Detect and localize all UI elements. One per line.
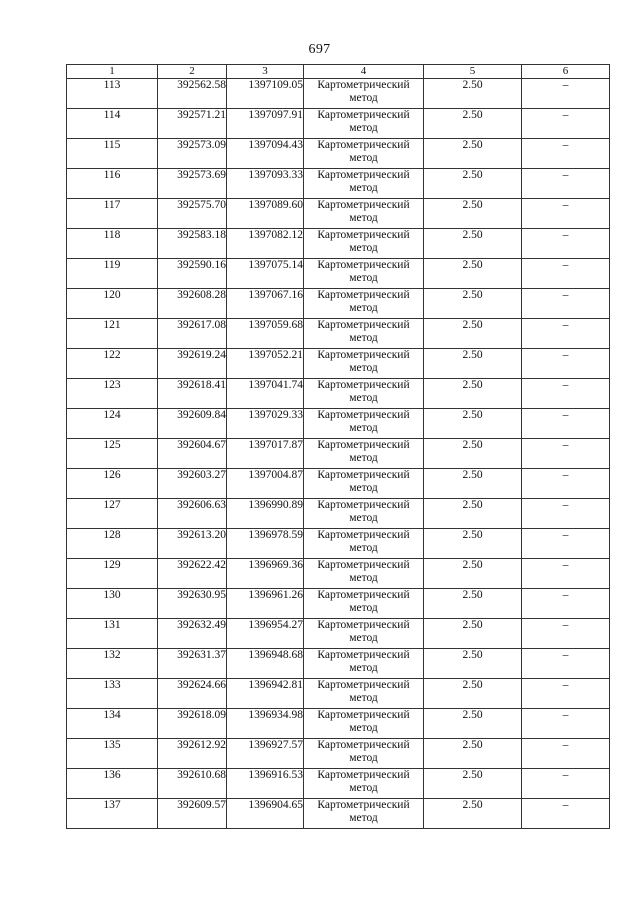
method-line-1: Картометрический <box>317 619 410 631</box>
method-line-2: метод <box>349 242 378 254</box>
coord-x: 392612.92 <box>158 739 227 769</box>
coord-x: 392604.67 <box>158 439 227 469</box>
point-number: 118 <box>67 229 158 259</box>
method-line-1: Картометрический <box>317 289 410 301</box>
method-cell <box>304 409 424 439</box>
point-number: 131 <box>67 619 158 649</box>
note: – <box>522 619 610 649</box>
coord-y: 1397029.33 <box>227 409 304 439</box>
note: – <box>522 799 610 829</box>
method-line-1: Картометрический <box>317 349 410 361</box>
coord-y: 1397093.33 <box>227 169 304 199</box>
method-cell <box>304 589 424 619</box>
method-cell <box>304 709 424 739</box>
method-line-1: Картометрический <box>317 589 410 601</box>
method-cell <box>304 799 424 829</box>
accuracy: 2.50 <box>424 649 522 679</box>
method-cell <box>304 169 424 199</box>
coord-y: 1396916.53 <box>227 769 304 799</box>
table-row <box>67 289 610 319</box>
point-number: 134 <box>67 709 158 739</box>
method-line-1: Картометрический <box>317 439 410 451</box>
method-line-1: Картометрический <box>317 799 410 811</box>
table-row <box>67 649 610 679</box>
method-line-1: Картометрический <box>317 499 410 511</box>
coord-y: 1397004.87 <box>227 469 304 499</box>
table-row <box>67 379 610 409</box>
header-col-1: 1 <box>67 65 158 79</box>
point-number: 129 <box>67 559 158 589</box>
table-row <box>67 589 610 619</box>
accuracy: 2.50 <box>424 79 522 109</box>
note: – <box>522 769 610 799</box>
table-row <box>67 469 610 499</box>
coord-x: 392606.63 <box>158 499 227 529</box>
method-cell <box>304 679 424 709</box>
method-line-2: метод <box>349 452 378 464</box>
coord-x: 392630.95 <box>158 589 227 619</box>
method-cell <box>304 79 424 109</box>
table-row <box>67 529 610 559</box>
method-cell <box>304 529 424 559</box>
method-line-1: Картометрический <box>317 529 410 541</box>
point-number: 135 <box>67 739 158 769</box>
method-line-2: метод <box>349 212 378 224</box>
method-line-2: метод <box>349 542 378 554</box>
coord-x: 392613.20 <box>158 529 227 559</box>
header-row <box>67 65 610 79</box>
method-line-1: Картометрический <box>317 559 410 571</box>
method-line-1: Картометрический <box>317 739 410 751</box>
coord-y: 1396990.89 <box>227 499 304 529</box>
accuracy: 2.50 <box>424 229 522 259</box>
method-line-1: Картометрический <box>317 319 410 331</box>
method-line-1: Картометрический <box>317 229 410 241</box>
coord-x: 392617.08 <box>158 319 227 349</box>
coord-y: 1397075.14 <box>227 259 304 289</box>
coord-y: 1396954.27 <box>227 619 304 649</box>
accuracy: 2.50 <box>424 439 522 469</box>
method-cell <box>304 619 424 649</box>
accuracy: 2.50 <box>424 409 522 439</box>
note: – <box>522 499 610 529</box>
point-number: 123 <box>67 379 158 409</box>
header-col-4: 4 <box>304 65 424 79</box>
table-row <box>67 559 610 589</box>
accuracy: 2.50 <box>424 319 522 349</box>
method-line-2: метод <box>349 392 378 404</box>
coord-x: 392610.68 <box>158 769 227 799</box>
method-cell <box>304 739 424 769</box>
coord-y: 1397041.74 <box>227 379 304 409</box>
table-row <box>67 169 610 199</box>
method-line-2: метод <box>349 782 378 794</box>
coord-x: 392603.27 <box>158 469 227 499</box>
method-cell <box>304 199 424 229</box>
coord-x: 392632.49 <box>158 619 227 649</box>
note: – <box>522 679 610 709</box>
method-line-1: Картометрический <box>317 139 410 151</box>
method-line-2: метод <box>349 812 378 824</box>
point-number: 117 <box>67 199 158 229</box>
accuracy: 2.50 <box>424 109 522 139</box>
method-cell <box>304 109 424 139</box>
point-number: 114 <box>67 109 158 139</box>
accuracy: 2.50 <box>424 589 522 619</box>
accuracy: 2.50 <box>424 169 522 199</box>
method-line-2: метод <box>349 302 378 314</box>
method-cell <box>304 139 424 169</box>
method-line-1: Картометрический <box>317 679 410 691</box>
method-line-2: метод <box>349 482 378 494</box>
header-col-2: 2 <box>158 65 227 79</box>
accuracy: 2.50 <box>424 469 522 499</box>
note: – <box>522 709 610 739</box>
table-row <box>67 349 610 379</box>
coord-y: 1396978.59 <box>227 529 304 559</box>
coord-x: 392618.41 <box>158 379 227 409</box>
table-body <box>67 79 610 829</box>
point-number: 115 <box>67 139 158 169</box>
accuracy: 2.50 <box>424 289 522 319</box>
coord-x: 392622.42 <box>158 559 227 589</box>
accuracy: 2.50 <box>424 769 522 799</box>
accuracy: 2.50 <box>424 379 522 409</box>
coord-y: 1396948.68 <box>227 649 304 679</box>
point-number: 137 <box>67 799 158 829</box>
method-line-2: метод <box>349 512 378 524</box>
note: – <box>522 199 610 229</box>
note: – <box>522 739 610 769</box>
method-line-2: метод <box>349 362 378 374</box>
method-cell <box>304 499 424 529</box>
accuracy: 2.50 <box>424 259 522 289</box>
table-row <box>67 679 610 709</box>
method-cell <box>304 439 424 469</box>
point-number: 132 <box>67 649 158 679</box>
method-cell <box>304 559 424 589</box>
method-line-2: метод <box>349 722 378 734</box>
method-cell <box>304 229 424 259</box>
method-line-1: Картометрический <box>317 259 410 271</box>
method-line-2: метод <box>349 122 378 134</box>
note: – <box>522 589 610 619</box>
accuracy: 2.50 <box>424 529 522 559</box>
note: – <box>522 259 610 289</box>
method-line-1: Картометрический <box>317 169 410 181</box>
method-line-2: метод <box>349 332 378 344</box>
accuracy: 2.50 <box>424 139 522 169</box>
table-row <box>67 769 610 799</box>
method-line-2: метод <box>349 632 378 644</box>
coord-x: 392618.09 <box>158 709 227 739</box>
method-cell <box>304 469 424 499</box>
note: – <box>522 139 610 169</box>
note: – <box>522 289 610 319</box>
accuracy: 2.50 <box>424 349 522 379</box>
method-line-1: Картометрический <box>317 199 410 211</box>
accuracy: 2.50 <box>424 709 522 739</box>
point-number: 126 <box>67 469 158 499</box>
note: – <box>522 379 610 409</box>
method-line-1: Картометрический <box>317 409 410 421</box>
coord-y: 1396942.81 <box>227 679 304 709</box>
method-cell <box>304 289 424 319</box>
table-row <box>67 139 610 169</box>
coord-y: 1396927.57 <box>227 739 304 769</box>
method-cell <box>304 259 424 289</box>
table-row <box>67 319 610 349</box>
coord-x: 392573.69 <box>158 169 227 199</box>
coord-y: 1397017.87 <box>227 439 304 469</box>
note: – <box>522 229 610 259</box>
method-line-1: Картометрический <box>317 469 410 481</box>
note: – <box>522 409 610 439</box>
accuracy: 2.50 <box>424 739 522 769</box>
point-number: 119 <box>67 259 158 289</box>
coord-x: 392562.58 <box>158 79 227 109</box>
header-col-5: 5 <box>424 65 522 79</box>
method-line-1: Картометрический <box>317 649 410 661</box>
method-cell <box>304 649 424 679</box>
point-number: 124 <box>67 409 158 439</box>
method-line-2: метод <box>349 272 378 284</box>
coord-y: 1397067.16 <box>227 289 304 319</box>
table-row <box>67 499 610 529</box>
point-number: 113 <box>67 79 158 109</box>
method-line-2: метод <box>349 692 378 704</box>
method-line-2: метод <box>349 602 378 614</box>
method-line-2: метод <box>349 422 378 434</box>
table-row <box>67 79 610 109</box>
method-line-1: Картометрический <box>317 769 410 781</box>
point-number: 128 <box>67 529 158 559</box>
note: – <box>522 109 610 139</box>
coord-x: 392631.37 <box>158 649 227 679</box>
point-number: 122 <box>67 349 158 379</box>
accuracy: 2.50 <box>424 199 522 229</box>
coord-x: 392575.70 <box>158 199 227 229</box>
note: – <box>522 319 610 349</box>
table-row <box>67 709 610 739</box>
coord-x: 392619.24 <box>158 349 227 379</box>
coord-x: 392583.18 <box>158 229 227 259</box>
method-line-2: метод <box>349 662 378 674</box>
coord-y: 1396969.36 <box>227 559 304 589</box>
coord-y: 1397059.68 <box>227 319 304 349</box>
coordinates-table <box>66 64 610 829</box>
coord-x: 392608.28 <box>158 289 227 319</box>
page-number: 697 <box>308 42 331 57</box>
coord-x: 392609.84 <box>158 409 227 439</box>
method-cell <box>304 379 424 409</box>
accuracy: 2.50 <box>424 679 522 709</box>
accuracy: 2.50 <box>424 619 522 649</box>
point-number: 133 <box>67 679 158 709</box>
method-line-1: Картометрический <box>317 379 410 391</box>
method-line-1: Картометрический <box>317 79 410 91</box>
point-number: 120 <box>67 289 158 319</box>
table-row <box>67 799 610 829</box>
method-line-2: метод <box>349 182 378 194</box>
point-number: 125 <box>67 439 158 469</box>
table-row <box>67 259 610 289</box>
point-number: 116 <box>67 169 158 199</box>
note: – <box>522 529 610 559</box>
note: – <box>522 349 610 379</box>
table-row <box>67 199 610 229</box>
coord-y: 1396904.65 <box>227 799 304 829</box>
method-cell <box>304 319 424 349</box>
coord-y: 1397089.60 <box>227 199 304 229</box>
coord-x: 392590.16 <box>158 259 227 289</box>
table-row <box>67 739 610 769</box>
coord-y: 1396934.98 <box>227 709 304 739</box>
point-number: 130 <box>67 589 158 619</box>
header-col-3: 3 <box>227 65 304 79</box>
table-row <box>67 109 610 139</box>
accuracy: 2.50 <box>424 799 522 829</box>
table-row <box>67 619 610 649</box>
point-number: 136 <box>67 769 158 799</box>
method-line-2: метод <box>349 92 378 104</box>
accuracy: 2.50 <box>424 499 522 529</box>
method-cell <box>304 769 424 799</box>
coord-y: 1397097.91 <box>227 109 304 139</box>
table-row <box>67 439 610 469</box>
table-row <box>67 409 610 439</box>
table-row <box>67 229 610 259</box>
note: – <box>522 469 610 499</box>
method-line-2: метод <box>349 572 378 584</box>
coord-y: 1397052.21 <box>227 349 304 379</box>
coord-y: 1397109.05 <box>227 79 304 109</box>
note: – <box>522 649 610 679</box>
point-number: 127 <box>67 499 158 529</box>
note: – <box>522 439 610 469</box>
method-line-2: метод <box>349 752 378 764</box>
method-line-2: метод <box>349 152 378 164</box>
method-line-1: Картометрический <box>317 709 410 721</box>
note: – <box>522 169 610 199</box>
coord-x: 392624.66 <box>158 679 227 709</box>
accuracy: 2.50 <box>424 559 522 589</box>
note: – <box>522 79 610 109</box>
coord-y: 1396961.26 <box>227 589 304 619</box>
method-line-1: Картометрический <box>317 109 410 121</box>
point-number: 121 <box>67 319 158 349</box>
coord-x: 392609.57 <box>158 799 227 829</box>
coord-x: 392571.21 <box>158 109 227 139</box>
method-cell <box>304 349 424 379</box>
coord-y: 1397094.43 <box>227 139 304 169</box>
note: – <box>522 559 610 589</box>
coord-x: 392573.09 <box>158 139 227 169</box>
coord-y: 1397082.12 <box>227 229 304 259</box>
header-col-6: 6 <box>522 65 610 79</box>
